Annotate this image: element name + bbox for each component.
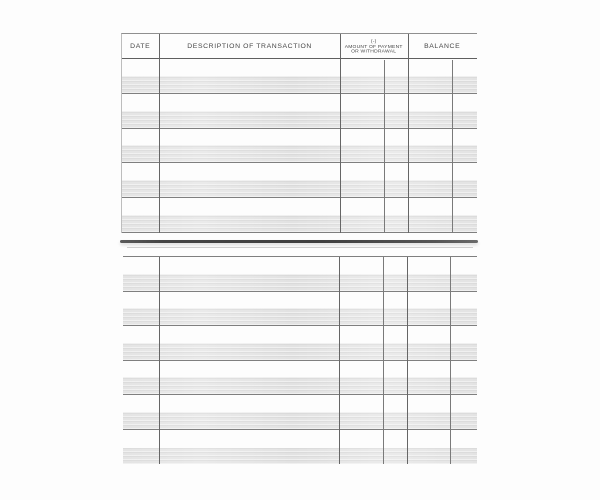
balance-column-divider bbox=[408, 34, 409, 233]
register-row bbox=[123, 326, 477, 361]
row-shading bbox=[123, 412, 477, 429]
payment-line2: OR WITHDRAWAL bbox=[351, 48, 397, 54]
rows-top bbox=[122, 59, 477, 233]
register-row bbox=[122, 59, 477, 94]
row-shading bbox=[123, 308, 477, 325]
page-fold-line bbox=[120, 240, 478, 244]
date-column-header bbox=[122, 34, 159, 58]
row-shading bbox=[122, 180, 477, 197]
register-table-bottom bbox=[123, 256, 477, 464]
register-row bbox=[123, 292, 477, 327]
balance-column-divider bbox=[407, 257, 408, 464]
page-fold-shadow bbox=[127, 247, 473, 248]
table-header-row bbox=[122, 34, 477, 59]
balance-column-header bbox=[408, 34, 477, 58]
register-table-top bbox=[121, 33, 477, 233]
balance-cents-divider bbox=[452, 60, 453, 233]
balance-label: BALANCE bbox=[424, 42, 461, 50]
register-row bbox=[122, 94, 477, 129]
rows-bottom bbox=[123, 257, 477, 464]
balance-cents-divider bbox=[450, 257, 451, 464]
description-label: DESCRIPTION OF TRANSACTION bbox=[186, 42, 312, 50]
description-column-divider bbox=[339, 257, 340, 464]
register-row bbox=[123, 395, 477, 430]
row-shading bbox=[123, 274, 477, 291]
register-row bbox=[123, 430, 477, 465]
row-shading bbox=[123, 377, 477, 394]
payment-cents-divider bbox=[383, 257, 384, 464]
payment-line1: AMOUNT OF PAYMENT bbox=[344, 42, 403, 49]
date-column-divider bbox=[159, 257, 160, 464]
register-row bbox=[122, 129, 477, 164]
payment-cents-divider bbox=[384, 60, 385, 233]
row-shading bbox=[122, 215, 477, 232]
payment-column-header bbox=[340, 34, 408, 58]
row-shading bbox=[122, 76, 477, 93]
description-column-header bbox=[159, 34, 340, 58]
row-shading bbox=[123, 343, 477, 360]
date-column-divider bbox=[159, 34, 160, 233]
description-column-divider bbox=[340, 34, 341, 233]
register-row bbox=[123, 361, 477, 396]
register-row bbox=[122, 198, 477, 233]
payment-sign: (-) bbox=[370, 37, 377, 44]
payment-label bbox=[345, 38, 403, 54]
register-row bbox=[122, 163, 477, 198]
date-label: DATE bbox=[130, 42, 151, 50]
row-shading bbox=[122, 145, 477, 162]
row-shading bbox=[123, 448, 477, 464]
row-shading bbox=[122, 111, 477, 128]
register-row bbox=[123, 257, 477, 292]
